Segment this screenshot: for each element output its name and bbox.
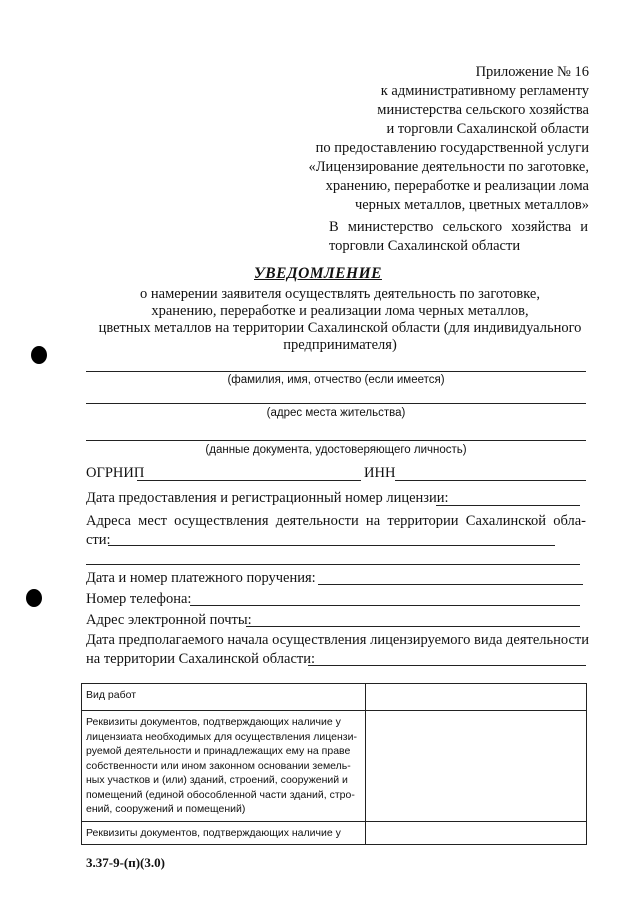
inn-input-line[interactable] (395, 480, 586, 481)
ogrnip-label: ОГРНИП (86, 465, 145, 481)
fio-caption: (фамилия, имя, отчество (если имеется) (227, 374, 445, 386)
payment-label: Дата и номер платежного поручения: (86, 570, 316, 586)
license-date-input-line[interactable] (436, 505, 580, 506)
addresses-label-line1: Адреса мест осуществления деятельности на территории Сахалинской обла- (86, 513, 586, 529)
start-date-input-line[interactable] (308, 665, 586, 666)
appendix-line: хранению, переработке и реализации лома (325, 178, 589, 194)
table-cell-label: Вид работ (82, 684, 366, 711)
email-label: Адрес электронной почты: (86, 612, 252, 628)
start-date-label-line1: Дата предполагаемого начала осуществления лицензируемого вида деятельности (86, 632, 590, 648)
phone-label: Номер телефона: (86, 591, 192, 607)
license-details-table (81, 683, 587, 845)
table-cell-value[interactable] (366, 684, 587, 711)
appendix-line: и торговли Сахалинской области (386, 121, 589, 137)
payment-input-line[interactable] (318, 584, 583, 585)
identity-doc-caption: (данные документа, удостоверяющего личность) (205, 444, 467, 456)
addresses-extra-line[interactable] (86, 564, 580, 565)
table-cell-value[interactable] (366, 821, 587, 845)
addressee-line: торговли Сахалинской области (329, 238, 521, 254)
appendix-line: черных металлов, цветных металлов» (354, 197, 589, 213)
appendix-line: к административному регламенту (380, 83, 589, 99)
appendix-line: по предоставлению государственной услуги (315, 140, 589, 156)
email-input-line[interactable] (246, 626, 580, 627)
appendix-header (308, 63, 589, 215)
addresses-label-line2: сти: (86, 532, 111, 548)
table-row (82, 684, 587, 711)
table-cell-label: Реквизиты документов, подтверждающих наличие у лицензиата необходимых для осуществления лицензи-руемой деятельности и принадлежащих ему на праве собственности или ином законном основании земель-ных участков и (или) зданий, строений, сооружений и помещений (единой обособленной части зданий, стро-ений, сооружений и помещений) (82, 711, 366, 822)
appendix-line: Приложение № 16 (475, 64, 589, 80)
addressee-block (329, 218, 588, 256)
appendix-line: министерства сельского хозяйства (377, 102, 589, 118)
subtitle-line: хранению, переработке и реализации лома черных металлов, (151, 303, 529, 319)
table-cell-label: Реквизиты документов, подтверждающих наличие у (82, 821, 366, 845)
form-code: 3.37-9-(п)(3.0) (86, 855, 165, 870)
table-row (82, 711, 587, 822)
table-row (82, 821, 587, 845)
addressee-line: В министерство сельского хозяйства и (329, 219, 588, 235)
table-cell-value[interactable] (366, 711, 587, 822)
document-subtitle (90, 286, 590, 354)
phone-input-line[interactable] (190, 605, 580, 606)
identity-doc-input-line[interactable] (86, 440, 586, 441)
appendix-line: «Лицензирование деятельности по заготовке, (308, 159, 589, 175)
subtitle-line: цветных металлов на территории Сахалинской области (для индивидуального (98, 320, 582, 336)
ogrnip-input-line[interactable] (137, 480, 361, 481)
start-date-label-line2: на территории Сахалинской области: (86, 651, 316, 667)
license-date-label: Дата предоставления и регистрационный номер лицензии: (86, 490, 449, 506)
inn-label: ИНН (364, 465, 396, 481)
fio-input-line[interactable] (86, 371, 586, 372)
punch-hole-mark (31, 346, 47, 364)
address-input-line[interactable] (86, 403, 586, 404)
addresses-input-line[interactable] (108, 545, 555, 546)
punch-hole-mark (26, 589, 42, 607)
subtitle-line: предпринимателя) (283, 337, 397, 353)
address-caption: (адрес места жительства) (266, 407, 406, 419)
subtitle-line: о намерении заявителя осуществлять деятельность по заготовке, (140, 286, 540, 302)
document-title: УВЕДОМЛЕНИЕ (254, 265, 382, 282)
